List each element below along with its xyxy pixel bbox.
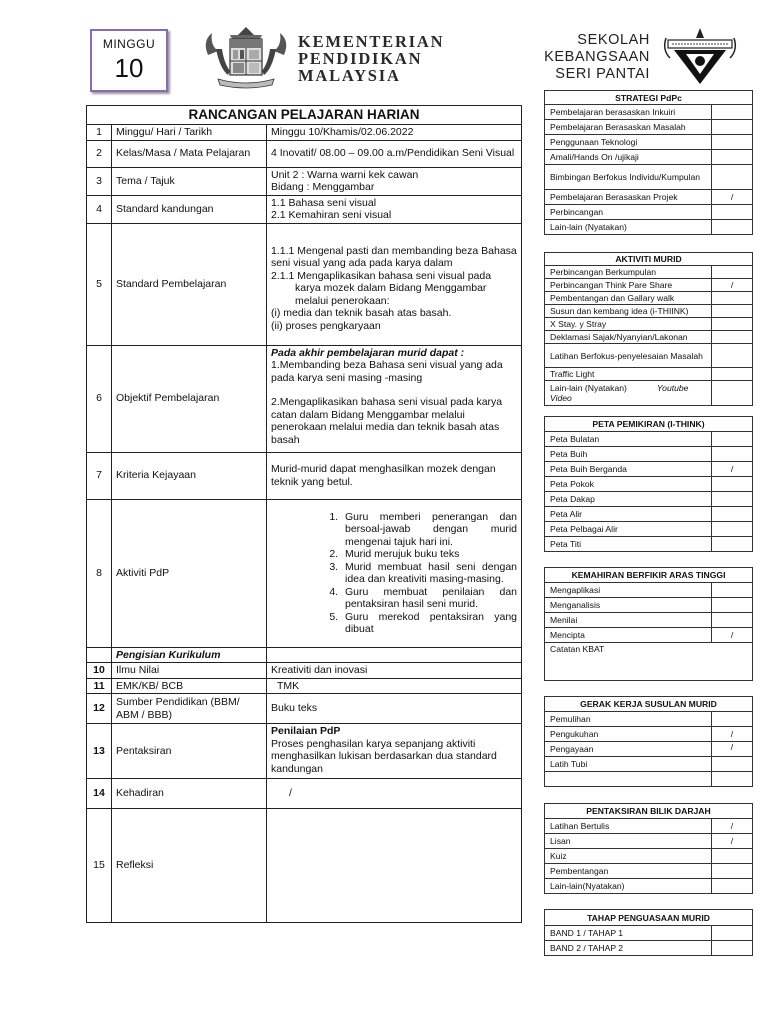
- table-row: 6 Objektif Pembelajaran Pada akhir pembelajaran murid dapat : 1.Membanding beza Bahasa seni visual yang ada pada karya seni masing -masing 2.Mengaplikasikan bahasa seni visual pada karya catan dalam Bidang Menggambar melalui penerokaan melalui media dan teknik basah atas basah: [87, 345, 522, 452]
- activity-list: [323, 511, 517, 636]
- peta-pemikiran-table: [544, 416, 753, 552]
- list-item: Mencipta /: [545, 628, 753, 643]
- list-item: Traffic Light: [545, 368, 753, 381]
- ministry-line-2: PENDIDIKAN: [298, 49, 423, 68]
- ithink-title: PETA PEMIKIRAN (I-THINK): [545, 417, 753, 432]
- week-label: MINGGU: [102, 37, 156, 51]
- strategi-title: STRATEGI PdPc: [545, 91, 753, 105]
- list-item: Kuiz: [545, 849, 753, 864]
- list-item: Menilai: [545, 613, 753, 628]
- school-crest-icon: [660, 24, 740, 88]
- list-item: Peta Bulatan: [545, 432, 753, 447]
- row-value: Kreativiti dan inovasi: [267, 663, 522, 679]
- table-row: 5 Standard Pembelajaran 1.1.1 Mengenal pasti dan membanding beza Bahasa seni visual yang ada pada karya dalam 2.1.1 Mengaplikasikan bahasa seni visual pada karya mozek dalam Bidang Menggambar melalui penerokaan: (i) media dan teknik basah atas basah. (ii) proses pengkaryaan: [87, 223, 522, 345]
- row-label: Sumber Pendidikan (BBM/ ABM / BBB): [112, 694, 267, 724]
- table-row: 14 Kehadiran /: [87, 779, 522, 809]
- row-value: [267, 499, 522, 647]
- list-item: Latih Tubi: [545, 757, 753, 772]
- week-box: [90, 29, 168, 92]
- list-item: Lain-lain(Nyatakan): [545, 879, 753, 894]
- table-row: 2 Kelas/Masa / Mata Pelajaran 4 Inovatif/ 08.00 – 09.00 a.m/Pendidikan Seni Visual: [87, 140, 522, 167]
- row-label: Kelas/Masa / Mata Pelajaran: [112, 140, 267, 167]
- list-item: Latihan Berfokus-penyelesaian Masalah: [545, 344, 753, 368]
- list-item: BAND 1 / TAHAP 1: [545, 926, 753, 941]
- row-label: Ilmu Nilai: [112, 663, 267, 679]
- table-row: 1 Minggu/ Hari / Tarikh Minggu 10/Khamis/02.06.2022: [87, 125, 522, 141]
- list-item: Deklamasi Sajak/Nyanyian/Lakonan: [545, 331, 753, 344]
- susulan-table: [544, 696, 753, 787]
- row-value: 1.1.1 Mengenal pasti dan membanding beza Bahasa seni visual yang ada pada karya dalam 2.1.1 Mengaplikasikan bahasa seni visual pada karya mozek dalam Bidang Menggambar melalui penerokaan: (i) media dan teknik basah atas basah. (ii) proses pengkaryaan: [267, 223, 522, 345]
- row-label: Minggu/ Hari / Tarikh: [112, 125, 267, 141]
- bilik-title: PENTAKSIRAN BILIK DARJAH: [545, 804, 753, 819]
- list-item: Mengaplikasi: [545, 583, 753, 598]
- list-item: Peta Buih: [545, 447, 753, 462]
- row-value: 1.1 Bahasa seni visual 2.1 Kemahiran seni visual: [267, 195, 522, 223]
- row-value: Buku teks: [267, 694, 522, 724]
- list-item: Pembentangan dan Gallary walk: [545, 292, 753, 305]
- list-item: BAND 2 / TAHAP 2: [545, 941, 753, 956]
- school-line-3: SERI PANTAI: [555, 66, 650, 82]
- list-item: Pembelajaran berasaskan Inkuiri: [545, 105, 753, 120]
- row-value: Minggu 10/Khamis/02.06.2022: [267, 125, 522, 141]
- list-item: X Stay. y Stray: [545, 318, 753, 331]
- table-row: [87, 647, 522, 663]
- aktiviti-murid-table: [544, 252, 753, 406]
- list-item: Penggunaan Teknologi: [545, 135, 753, 150]
- list-item: Peta Buih Berganda /: [545, 462, 753, 477]
- row-label: Objektif Pembelajaran: [112, 345, 267, 452]
- row-value: Pada akhir pembelajaran murid dapat : 1.Membanding beza Bahasa seni visual yang ada pada karya seni masing -masing 2.Mengaplikasikan bahasa seni visual pada karya catan dalam Bidang Menggambar melalui penerokaan melalui media dan teknik basah atas basah: [267, 345, 522, 452]
- row-value: 4 Inovatif/ 08.00 – 09.00 a.m/Pendidikan Seni Visual: [267, 140, 522, 167]
- list-item: Peta Dakap: [545, 492, 753, 507]
- list-item: Amali/Hands On /ujikaji: [545, 150, 753, 165]
- table-row: 15 Refleksi: [87, 809, 522, 923]
- susulan-title: GERAK KERJA SUSULAN MURID: [545, 697, 753, 712]
- list-item: 2. Murid merujuk buku teks: [341, 548, 517, 561]
- list-item: Pengukuhan /: [545, 727, 753, 742]
- ministry-line-3: MALAYSIA: [298, 66, 401, 85]
- list-item: 3. Murid membuat hasil seni dengan idea dan kreativiti masing-masing.: [341, 561, 517, 586]
- list-item: Perbincangan: [545, 205, 753, 220]
- list-item: Pengayaan /: [545, 742, 753, 757]
- lesson-plan-table: [86, 105, 522, 923]
- list-item: Lain-lain (Nyatakan) Youtube Video: [545, 381, 753, 406]
- row-value: TMK: [267, 678, 522, 694]
- bilik-darjah-table: [544, 803, 753, 894]
- list-item: Lisan /: [545, 834, 753, 849]
- list-item: Latihan Bertulis /: [545, 819, 753, 834]
- ministry-line-1: KEMENTERIAN: [298, 32, 445, 51]
- section-label: Pengisian Kurikulum: [112, 647, 267, 663]
- row-label: Kriteria Kejayaan: [112, 452, 267, 499]
- row-label: Standard Pembelajaran: [112, 223, 267, 345]
- school-line-2: KEBANGSAAN: [544, 49, 650, 65]
- table-row: 12 Sumber Pendidikan (BBM/ ABM / BBB) Buku teks: [87, 694, 522, 724]
- row-label: Refleksi: [112, 809, 267, 923]
- table-row: 4 Standard kandungan 1.1 Bahasa seni visual 2.1 Kemahiran seni visual: [87, 195, 522, 223]
- row-label: Standard kandungan: [112, 195, 267, 223]
- week-number: 10: [114, 53, 144, 83]
- table-row: 8 Aktiviti PdP 1. Guru memberi penerangan dan bersoal-jawab dengan murid mengenai tajuk hari ini. 2. Murid merujuk buku teks 3. Murid membuat hasil seni dengan idea dan kreativiti masing-masing. 4. Guru membuat penilaian dan pentaksiran hasil seni murid. 5. Guru merekod pentaksiran yang dibuat: [87, 499, 522, 647]
- table-row: 13 Pentaksiran Penilaian PdP Proses penghasilan karya sepanjang aktiviti menghasilkan lukisan berdasarkan dua standard kandungan: [87, 724, 522, 779]
- row-label: Aktiviti PdP: [112, 499, 267, 647]
- list-item: Perbincangan Berkumpulan: [545, 266, 753, 279]
- list-item: Peta Alir: [545, 507, 753, 522]
- list-item: Susun dan kembang idea (i-THIINK): [545, 305, 753, 318]
- ministry-name: [298, 33, 444, 84]
- row-label: Pentaksiran: [112, 724, 267, 779]
- strategi-table: [544, 90, 753, 235]
- school-name: [530, 32, 650, 83]
- list-item: 1. Guru memberi penerangan dan bersoal-jawab dengan murid mengenai tajuk hari ini.: [341, 511, 517, 549]
- malaysia-coat-of-arms-icon: [200, 25, 292, 93]
- lesson-plan-title: RANCANGAN PELAJARAN HARIAN: [87, 106, 522, 125]
- kbat-notes: Catatan KBAT: [545, 643, 753, 681]
- list-item: [545, 772, 753, 787]
- table-row: 3 Tema / Tajuk Unit 2 : Warna warni kek cawan Bidang : Menggambar: [87, 167, 522, 195]
- tahap-table: [544, 909, 753, 956]
- row-value: Penilaian PdP Proses penghasilan karya sepanjang aktiviti menghasilkan lukisan berdasarkan dua standard kandungan: [267, 724, 522, 779]
- list-item: Lain-lain (Nyatakan): [545, 220, 753, 235]
- tahap-title: TAHAP PENGUASAAN MURID: [545, 910, 753, 926]
- row-label: Tema / Tajuk: [112, 167, 267, 195]
- aktiviti-title: AKTIVITI MURID: [545, 253, 753, 266]
- list-item: Peta Pelbagai Alir: [545, 522, 753, 537]
- school-line-1: SEKOLAH: [577, 32, 650, 48]
- row-value: Unit 2 : Warna warni kek cawan Bidang : Menggambar: [267, 167, 522, 195]
- list-item: Pemulihan: [545, 712, 753, 727]
- row-value: /: [267, 779, 522, 809]
- list-item: 5. Guru merekod pentaksiran yang dibuat: [341, 611, 517, 636]
- list-item: Peta Pokok: [545, 477, 753, 492]
- list-item: Pembelajaran Berasaskan Projek /: [545, 190, 753, 205]
- table-row: 7 Kriteria Kejayaan Murid-murid dapat menghasilkan mozek dengan teknik yang betul.: [87, 452, 522, 499]
- list-item: Perbincangan Think Pare Share /: [545, 279, 753, 292]
- list-item: Peta Titi: [545, 537, 753, 552]
- list-item: Bimbingan Berfokus Individu/Kumpulan: [545, 165, 753, 190]
- row-label: EMK/KB/ BCB: [112, 678, 267, 694]
- kbat-title: KEMAHIRAN BERFIKIR ARAS TINGGI: [545, 568, 753, 583]
- kbat-table: [544, 567, 753, 681]
- list-item: Pembentangan: [545, 864, 753, 879]
- table-row: 11 EMK/KB/ BCB TMK: [87, 678, 522, 694]
- list-item: Pembelajaran Berasaskan Masalah: [545, 120, 753, 135]
- list-item: 4. Guru membuat penilaian dan pentaksiran hasil seni murid.: [341, 586, 517, 611]
- table-row: 10 Ilmu Nilai Kreativiti dan inovasi: [87, 663, 522, 679]
- row-value: [267, 809, 522, 923]
- row-value: Murid-murid dapat menghasilkan mozek dengan teknik yang betul.: [267, 452, 522, 499]
- list-item: Menganalisis: [545, 598, 753, 613]
- row-label: Kehadiran: [112, 779, 267, 809]
